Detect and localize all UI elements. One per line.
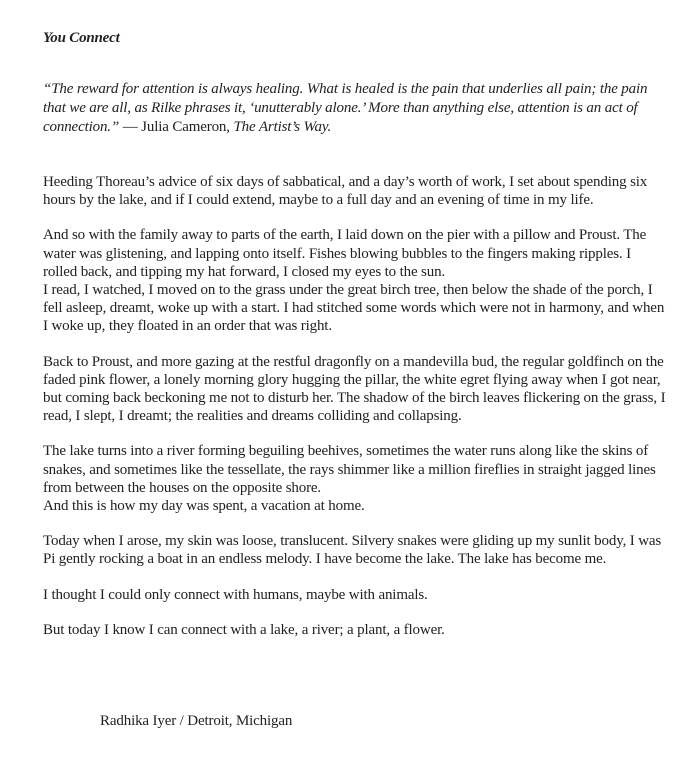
article-title: You Connect xyxy=(43,30,120,46)
paragraph-line: But today I know I can connect with a lake, a river; a plant, a flower. xyxy=(43,621,445,638)
paragraph-line: Back to Proust, and more gazing at the restful dragonfly on a mandevilla bud, the regular goldfinch on the faded pink flower, a lonely morning glory hugging the pillar, the white egret flying away when I got near, but coming back beckoning me not to disturb her. The shadow of the birch leaves flickering on the grass, I read, I slept, I dreamt; the realities and dreams colliding and collapsing. xyxy=(43,353,666,425)
paragraph xyxy=(43,586,668,604)
paragraph-line: I read, I watched, I moved on to the grass under the great birch tree, then below the shade of the porch, I fell asleep, dreamt, woke up with a start. I had stitched some words which were not in harmony, and when I woke up, they floated in an order that was right. xyxy=(43,282,665,335)
paragraph-line: The lake turns into a river forming beguiling beehives, sometimes the water runs along like the skins of snakes, and sometimes like the tessellate, the rays shimmer like a million fireflies in straight jagged lines from between the houses on the opposite shore. xyxy=(43,443,656,496)
paragraph-line: And this is how my day was spent, a vacation at home. xyxy=(43,498,365,515)
epigraph-work-title: The Artist’s Way. xyxy=(233,119,332,135)
author-signature: Radhika Iyer / Detroit, Michigan xyxy=(100,713,293,729)
epigraph-attribution: — Julia Cameron, xyxy=(119,119,234,135)
article-body xyxy=(43,173,668,639)
paragraph xyxy=(43,442,668,515)
epigraph xyxy=(43,80,663,137)
paragraph-line: Today when I arose, my skin was loose, translucent. Silvery snakes were gliding up my sunlit body, I was Pi gently rocking a boat in an endless melody. I have become the lake. The lake has become me. xyxy=(43,533,662,568)
epigraph-quote: “The reward for attention is always healing. What is healed is the pain that underlies all pain; the pain that we are all, as Rilke phrases it, ‘unutterably alone.’ More than anything else, attention is an act of connection.” xyxy=(43,81,648,135)
paragraph xyxy=(43,353,668,426)
paragraph xyxy=(43,173,668,209)
paragraph-line: And so with the family away to parts of the earth, I laid down on the pier with a pillow and Proust. The water was glistening, and lapping onto itself. Fishes blowing bubbles to the fingers making ripples. I rolled back, and tipping my hat forward, I closed my eyes to the sun. xyxy=(43,227,647,280)
paragraph xyxy=(43,532,668,568)
paragraph xyxy=(43,226,668,335)
paragraph-line: Heeding Thoreau’s advice of six days of sabbatical, and a day’s worth of work, I set about spending six hours by the lake, and if I could extend, maybe to a full day and an evening of time in my life. xyxy=(43,174,648,209)
paragraph-line: I thought I could only connect with humans, maybe with animals. xyxy=(43,586,428,603)
paragraph xyxy=(43,621,668,639)
